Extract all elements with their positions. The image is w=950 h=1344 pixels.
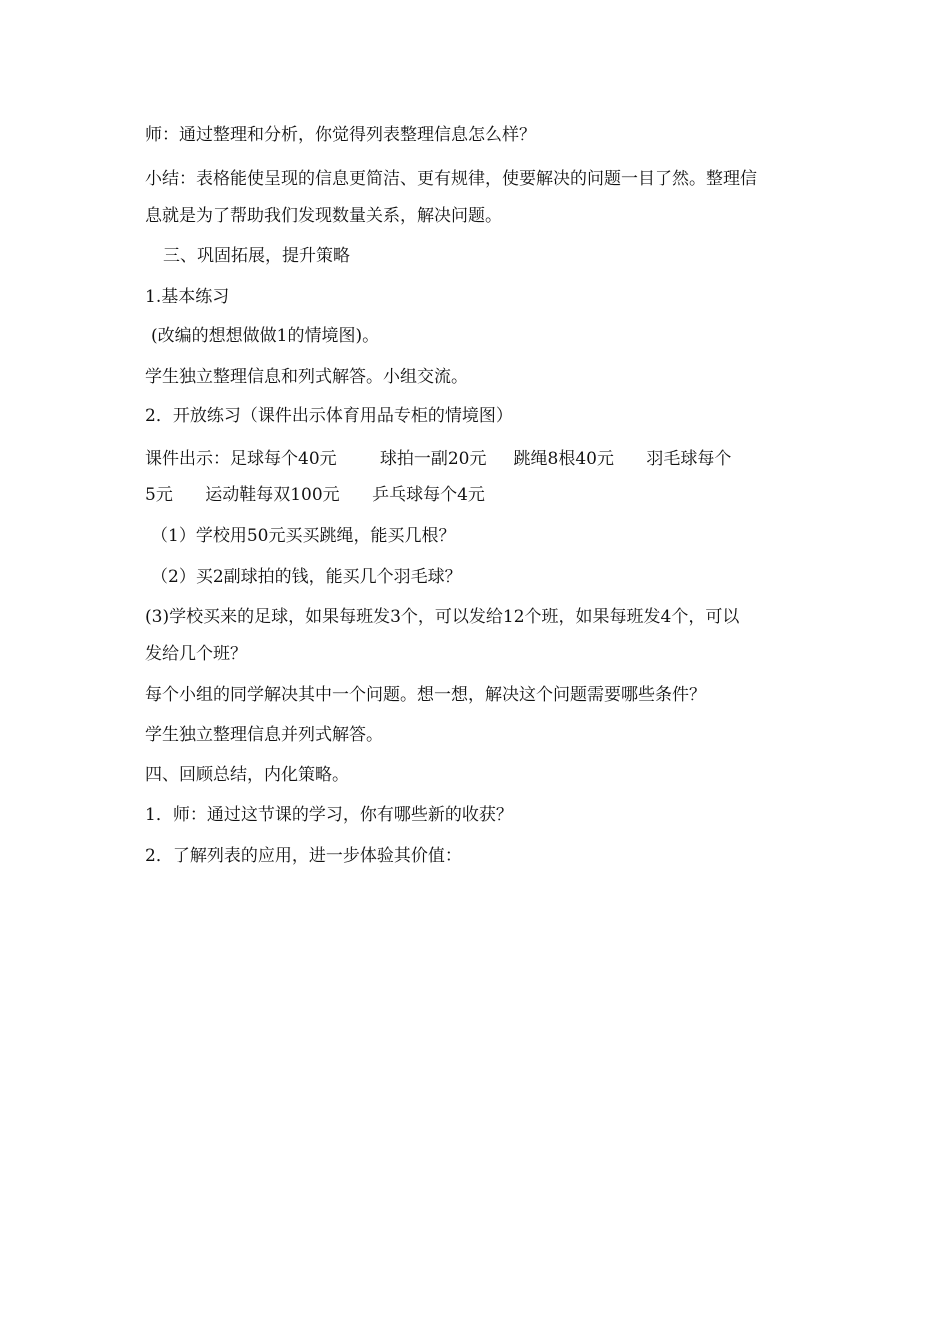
open-practice-heading: 2．开放练习（课件出示体育用品专柜的情境图） <box>145 406 513 426</box>
basic-practice-heading: 1.基本练习 <box>145 287 230 307</box>
courseware-prices-line-1: 课件出示：足球每个40元 球拍一副20元 跳绳8根40元 羽毛球每个 <box>145 449 732 469</box>
group-task-line: 每个小组的同学解决其中一个问题。想一想，解决这个问题需要哪些条件？ <box>145 685 706 705</box>
summary-line-1: 小结：表格能使呈现的信息更简洁、更有规律，使要解决的问题一目了然。整理信 <box>145 169 757 189</box>
adapted-scene-note: (改编的想想做做1的情境图)。 <box>151 326 380 346</box>
review-item-1: 1．师：通过这节课的学习，你有哪些新的收获？ <box>145 805 513 825</box>
question-1: （1）学校用50元买买跳绳，能买几根？ <box>151 526 456 546</box>
question-3-line-1: (3)学校买来的足球，如果每班发3个，可以发给12个班，如果每班发4个，可以 <box>145 607 740 627</box>
student-work-line-1: 学生独立整理信息和列式解答。小组交流。 <box>145 367 468 387</box>
review-item-2: 2．了解列表的应用，进一步体验其价值： <box>145 846 462 866</box>
summary-line-2: 息就是为了帮助我们发现数量关系，解决问题。 <box>145 206 502 226</box>
question-3-line-2: 发给几个班？ <box>145 644 247 664</box>
teacher-question-line: 师：通过整理和分析，你觉得列表整理信息怎么样？ <box>145 125 536 145</box>
section-four-heading: 四、回顾总结，内化策略。 <box>145 765 349 785</box>
courseware-prices-line-2: 5元 运动鞋每双100元 乒乓球每个4元 <box>145 485 485 505</box>
question-2: （2）买2副球拍的钱，能买几个羽毛球？ <box>151 567 462 587</box>
section-three-heading: 三、巩固拓展，提升策略 <box>163 246 350 266</box>
student-work-line-2: 学生独立整理信息并列式解答。 <box>145 725 383 745</box>
